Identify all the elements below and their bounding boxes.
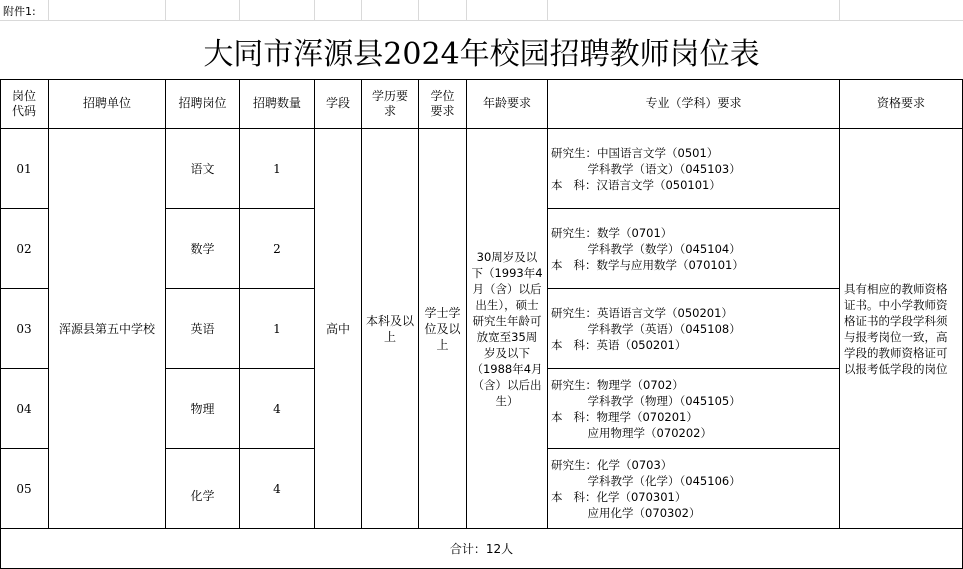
- header-count: 招聘数量: [240, 79, 315, 129]
- header-qualification: 资格要求: [840, 79, 963, 129]
- row-major: [548, 449, 840, 529]
- age-cell: 30周岁及以下（1993年4月（含）以后出生），硕士研究生年龄可放宽至35周岁及以下（1988年4月（含）以后出生）: [467, 129, 548, 529]
- row-code: 05: [0, 449, 49, 529]
- degree-cell: 学士学位及以上: [419, 129, 467, 529]
- header-degree: 学位要求: [419, 79, 467, 129]
- major-line: 本 科：化学（070301）: [551, 489, 687, 504]
- major-line: 研究生：英语语言文学（050201）: [551, 305, 733, 320]
- gridline: [0, 20, 963, 21]
- header-major: 专业（学科）要求: [548, 79, 840, 129]
- row-count: 2: [240, 209, 315, 289]
- row-major: [548, 289, 840, 369]
- gridline: [839, 0, 840, 20]
- major-line: 应用化学（070302）: [551, 505, 701, 520]
- row-count: 1: [240, 129, 315, 209]
- row-code: 03: [0, 289, 49, 369]
- header-age: 年龄要求: [467, 79, 548, 129]
- major-line: 研究生：化学（0703）: [551, 457, 673, 472]
- major-line: 本 科：数学与应用数学（070101）: [551, 257, 744, 272]
- row-position: 数学: [166, 209, 240, 289]
- page-title: 大同市浑源县2024年校园招聘教师岗位表: [203, 37, 760, 72]
- education-cell: 本科及以上: [362, 129, 419, 529]
- major-line: 研究生：中国语言文学（0501）: [551, 145, 719, 160]
- row-major: [548, 369, 840, 449]
- major-line: 学科教学（英语）（045108）: [551, 321, 741, 336]
- row-count: 1: [240, 289, 315, 369]
- gridline: [547, 0, 548, 20]
- major-line: 本 科：汉语言文学（050101）: [551, 177, 721, 192]
- major-line: 本 科：物理学（070201）: [551, 409, 698, 424]
- gridline: [165, 0, 166, 20]
- gridline: [239, 0, 240, 20]
- major-line: 本 科：英语（050201）: [551, 337, 687, 352]
- row-count: 4: [240, 449, 315, 529]
- major-line: 学科教学（语文）（045103）: [551, 161, 741, 176]
- gridline: [466, 0, 467, 20]
- row-major: [548, 209, 840, 289]
- gridline: [361, 0, 362, 20]
- row-position: 英语: [166, 289, 240, 369]
- row-position: 化学: [166, 449, 240, 529]
- header-code: 岗位代码: [0, 79, 49, 129]
- total-row: 合计：12人: [0, 529, 963, 569]
- major-line: 学科教学（数学）（045104）: [551, 241, 741, 256]
- row-code: 02: [0, 209, 49, 289]
- header-position: 招聘岗位: [166, 79, 240, 129]
- major-line: 学科教学（化学）（045106）: [551, 473, 741, 488]
- row-position: 物理: [166, 369, 240, 449]
- major-line: 研究生：物理学（0702）: [551, 377, 684, 392]
- row-count: 4: [240, 369, 315, 449]
- header-education: 学历要求: [362, 79, 419, 129]
- row-major: [548, 129, 840, 209]
- gridline: [48, 0, 49, 20]
- stage-cell: 高中: [315, 129, 362, 529]
- qualification-cell: 具有相应的教师资格证书。中小学教师资格证书的学段学科须与报考岗位一致，高学段的教师资格证可以报考低学段的岗位: [840, 129, 963, 529]
- major-line: 学科教学（物理）（045105）: [551, 393, 741, 408]
- header-stage: 学段: [315, 79, 362, 129]
- row-position: 语文: [166, 129, 240, 209]
- gridline: [314, 0, 315, 20]
- row-code: 04: [0, 369, 49, 449]
- major-line: 应用物理学（070202）: [551, 425, 712, 440]
- gridline: [418, 0, 419, 20]
- attachment-label: 附件1:: [3, 5, 36, 18]
- major-line: 研究生：数学（0701）: [551, 225, 673, 240]
- unit-cell: 浑源县第五中学校: [49, 129, 166, 529]
- row-code: 01: [0, 129, 49, 209]
- header-unit: 招聘单位: [49, 79, 166, 129]
